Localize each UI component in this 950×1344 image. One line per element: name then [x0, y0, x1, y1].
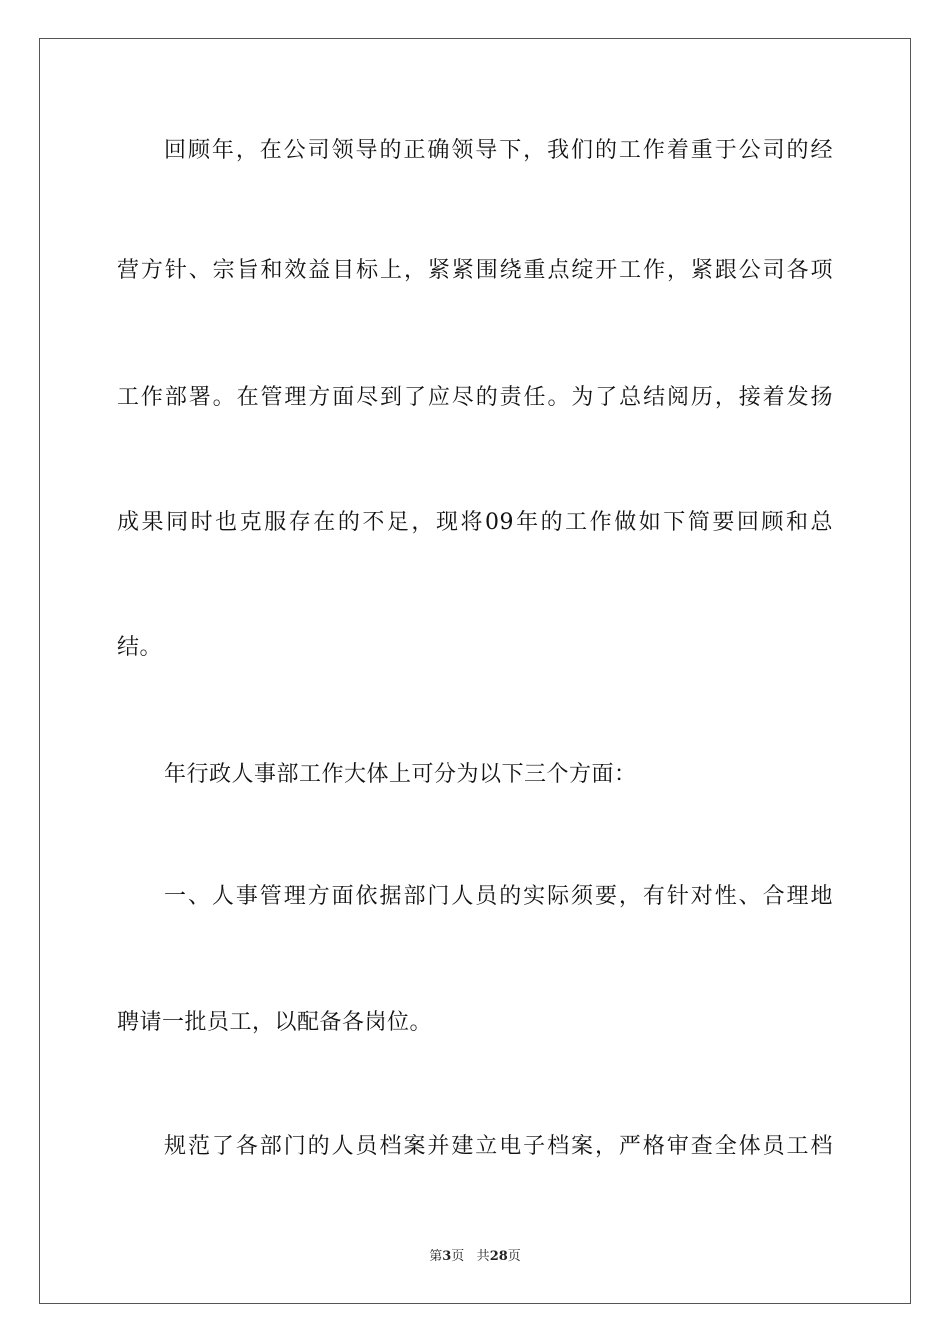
paragraph-line-8: 聘请一批员工，以配备各岗位。	[117, 1010, 433, 1035]
paragraph-line-1: 回顾年，在公司领导的正确领导下，我们的工作着重于公司的经	[164, 138, 833, 163]
footer-page-suffix: 页	[451, 1249, 465, 1264]
footer-total-suffix: 页	[507, 1249, 521, 1264]
footer-prefix: 第	[429, 1249, 443, 1264]
paragraph-line-7: 一、人事管理方面依据部门人员的实际须要，有针对性、合理地	[164, 884, 833, 909]
paragraph-line-9: 规范了各部门的人员档案并建立电子档案，严格审查全体员工档	[164, 1134, 833, 1159]
page-footer	[0, 1248, 950, 1266]
paragraph-line-4: 成果同时也克服存在的不足，现将09年的工作做如下简要回顾和总	[117, 510, 833, 535]
paragraph-line-5: 结。	[117, 635, 163, 660]
paragraph-line-3: 工作部署。在管理方面尽到了应尽的责任。为了总结阅历，接着发扬	[117, 385, 833, 410]
paragraph-line-6: 年行政人事部工作大体上可分为以下三个方面：	[164, 762, 637, 787]
total-page-count: 28	[489, 1249, 508, 1264]
paragraph-line-2: 营方针、宗旨和效益目标上，紧紧围绕重点绽开工作，紧跟公司各项	[117, 258, 833, 283]
footer-total-prefix: 共	[476, 1249, 490, 1264]
current-page-number: 3	[442, 1249, 452, 1264]
page-frame	[39, 38, 911, 1304]
